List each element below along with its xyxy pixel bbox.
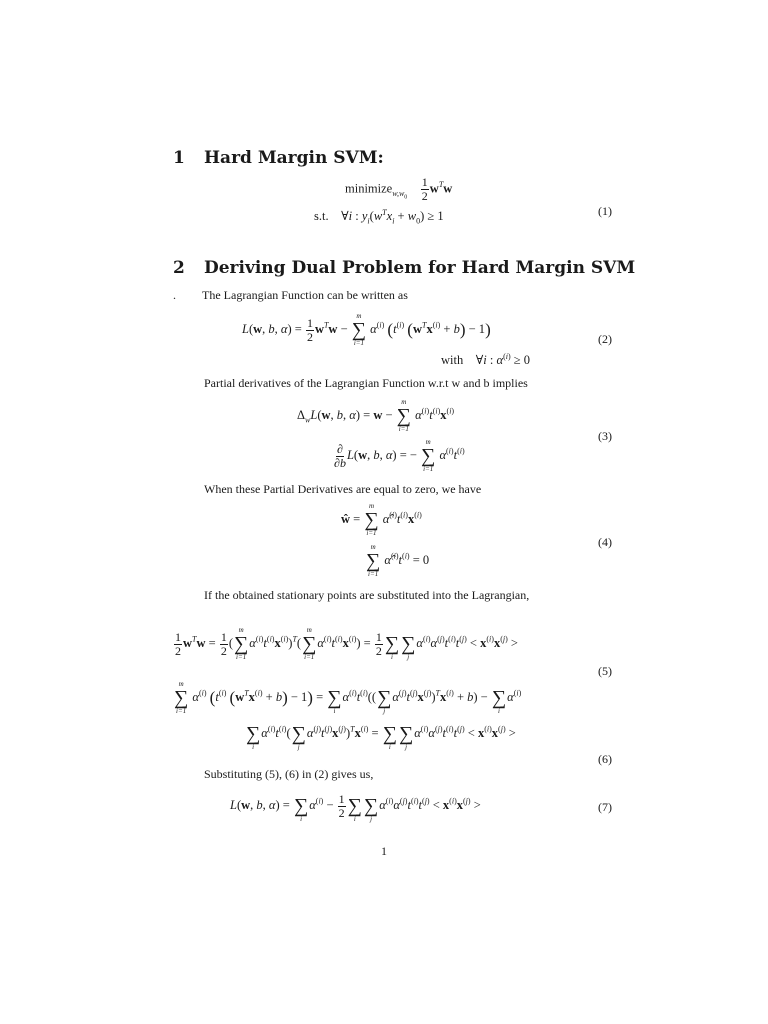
section-number: 1 <box>173 148 185 168</box>
equation-number-7: (7) <box>598 800 612 814</box>
paragraph-2: Partial derivatives of the Lagrangian Function w.r.t w and b implies <box>204 376 528 390</box>
equation-7-dual: L(w, b, α) = ∑ i $\alpha^{(i)}$ − $\frac{1}{2}$ ∑ i ∑ j $\alpha^{(i)}\alpha^{(j)}t^{(i)}t^{(j)} < x^{(i)}x^{(j)}$ > <box>230 791 481 823</box>
equation-6-line-2: ∑ i $\alpha^{(i)}t^{(i)}$( ∑ j $\alpha^{(j)}t^{(j)}x^{(j)})^Tx^{(i)}$ = ∑ i ∑ j $\alpha^{(i)}\alpha^{(j)}t^{(i)}t^{(j)} < x^{(i)}x^{(j)}$ > <box>246 723 516 751</box>
equation-6-line-1: m ∑ i=1 $\alpha^{(i)}$ ($t^{(i)}$ $(w^Tx^{(i)} + b) - 1$) = ∑ i $\alpha^{(i)}t^{(i)}$(( ∑ j $\alpha^{(j)}t^{(j)}x^{(j)})^Tx^{(i)} + b$) − ∑ i $\alpha^{(i)}$ <box>174 680 522 715</box>
paragraph-3: When these Partial Derivatives are equal to zero, we have <box>204 482 482 496</box>
equation-number-2: (2) <box>598 332 612 346</box>
equation-number-4: (4) <box>598 535 612 549</box>
equation-5-quadratic: $\frac{1}{2}$ $w^Tw$ = $\frac{1}{2}$ ( m ∑ i=1 $\alpha^{(i)}t^{(i)}x^{(i)})^T$( m ∑ i=1 $\alpha^{(i)}t^{(i)}x^{(i)}$) = $\frac{1}{2}$ ∑ i ∑ j $\alpha^{(i)}\alpha^{(j)}t^{(i)}t^{(j)} < x^{(i)}x^{(j)}$ > <box>175 626 518 661</box>
paragraph-5: Substituting (5), (6) in (2) gives us, <box>204 767 374 781</box>
section-heading-1 <box>173 148 384 168</box>
paragraph-bullet: . <box>173 288 176 302</box>
section-title: Hard Margin SVM: <box>204 148 384 168</box>
equation-1-objective: minimize$_{w,w_0}$ $\frac{1}{2}$ $w^Tw$ <box>345 175 453 203</box>
paragraph-4: If the obtained stationary points are substituted into the Lagrangian, <box>204 588 530 602</box>
equation-4-sum-zero: m ∑ i=1 $\alphâ^{(i)}t^{(i)} = 0$ <box>366 543 430 578</box>
paragraph-1: The Lagrangian Function can be written as <box>202 288 408 302</box>
equation-number-3: (3) <box>598 429 612 443</box>
equation-number-6: (6) <box>598 752 612 766</box>
equation-3-gradient-b: $\frac{\partial}{\partial b}$ L(w, b, α) = − m ∑ i=1 $\alpha^{(i)}t^{(i)}$ <box>334 438 465 473</box>
section-number: 2 <box>173 258 185 278</box>
equation-1-constraint: s.t. ∀i : $y_i(w^Tx_i + w_0) \ge 1$ <box>314 207 444 226</box>
equation-number-1: (1) <box>598 204 612 218</box>
equation-4-w-hat: ŵ = m ∑ i=1 $\alphâ^{(i)}t^{(i)}x^{(i)}$ <box>341 502 422 537</box>
minimize-label: minimize <box>345 181 393 196</box>
equation-2-lagrangian: L(w, b, α) = $\frac{1}{2}$ $w^Tw$ − m ∑ i=1 $\alpha^{(i)}$ ($t^{(i)}$ $(w^Tx^{(i)} + b) - 1$) <box>242 312 491 347</box>
equation-3-gradient-w: $\Delta_wL(w$, b, α) = w − m ∑ i=1 $\alpha^{(i)}t^{(i)}x^{(i)}$ <box>297 398 455 433</box>
with-label: with <box>441 353 464 367</box>
st-label: s.t. <box>314 209 329 223</box>
equation-2-condition: with ∀i : $\alpha^{(i)} \ge 0$ <box>441 351 531 367</box>
equation-number-5: (5) <box>598 664 612 678</box>
section-title: Deriving Dual Problem for Hard Margin SVM <box>204 258 636 278</box>
page-number: 1 <box>381 844 387 858</box>
section-heading-2 <box>173 258 635 278</box>
